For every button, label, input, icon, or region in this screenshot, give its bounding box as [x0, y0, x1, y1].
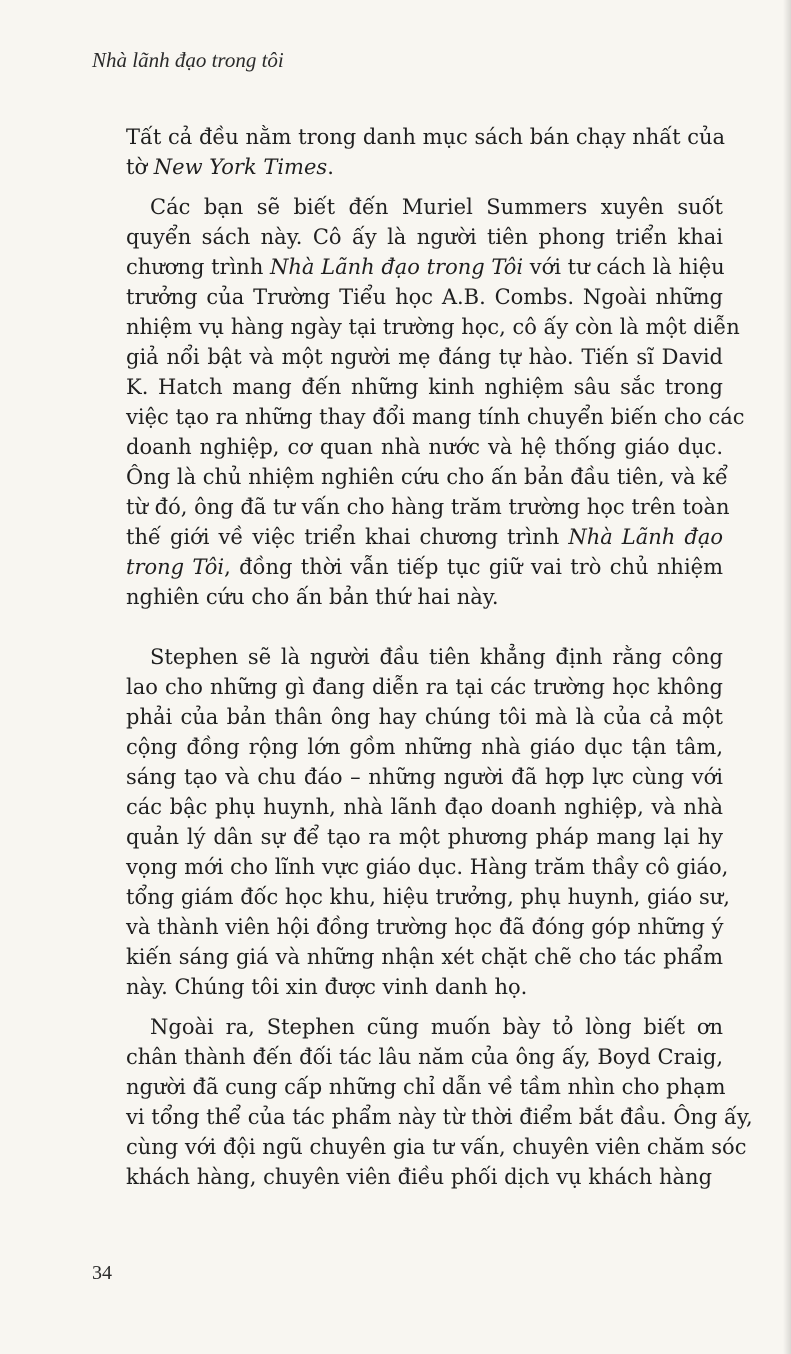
text-line — [126, 342, 723, 372]
page-number: 34 — [92, 1262, 112, 1284]
text-segment: Nhà Lãnh đạo trong Tôi — [270, 255, 524, 279]
text-segment: vọng mới cho lĩnh vực giáo dục. Hàng trăm thầy cô giáo, — [126, 855, 729, 879]
text-segment: giả nổi bật và một người mẹ đáng tự hào. Tiến sĩ David — [126, 345, 723, 369]
text-line — [126, 852, 729, 882]
text-line — [126, 702, 723, 732]
text-line — [126, 1162, 723, 1192]
text-line — [126, 492, 730, 522]
text-line — [126, 552, 723, 582]
text-line — [126, 432, 723, 462]
page-edge-shadow — [783, 0, 791, 1354]
text-line — [126, 122, 726, 152]
text-line — [126, 1102, 753, 1132]
text-line — [126, 972, 723, 1002]
text-segment: Ông là chủ nhiệm nghiên cứu cho ấn bản đầu tiên, và kể — [126, 465, 728, 489]
text-line — [126, 822, 723, 852]
text-segment: người đã cung cấp những chỉ dẫn về tầm nhìn cho phạm — [126, 1075, 726, 1099]
text-segment: chương trình — [126, 255, 271, 279]
text-segment: tổng giám đốc học khu, hiệu trưởng, phụ huynh, giáo sư, — [126, 885, 730, 909]
text-line — [126, 942, 723, 972]
text-line — [126, 762, 723, 792]
text-segment: chân thành đến đối tác lâu năm của ông ấy, Boyd Craig, — [126, 1045, 723, 1069]
text-line — [126, 672, 723, 702]
text-line — [126, 152, 723, 182]
text-line — [126, 522, 723, 552]
text-line — [126, 372, 723, 402]
text-segment: vi tổng thể của tác phẩm này từ thời điểm bắt đầu. Ông ấy, — [126, 1105, 753, 1129]
text-line — [126, 1042, 723, 1072]
text-segment: New York Times — [153, 155, 328, 179]
text-segment: tờ — [126, 155, 154, 179]
text-segment: với tư cách là hiệu — [523, 255, 725, 279]
text-segment: lao cho những gì đang diễn ra tại các trường học không — [126, 675, 723, 699]
text-line — [150, 192, 723, 222]
text-segment: Các bạn sẽ biết đến Muriel Summers xuyên suốt — [150, 195, 723, 219]
text-line — [126, 882, 730, 912]
text-line — [126, 222, 723, 252]
text-segment: cộng đồng rộng lớn gồm những nhà giáo dục tận tâm, — [126, 735, 723, 759]
text-segment: trong Tôi — [126, 555, 225, 579]
text-line — [126, 582, 723, 612]
text-segment: Ngoài ra, Stephen cũng muốn bày tỏ lòng biết ơn — [150, 1015, 723, 1039]
text-line — [126, 462, 728, 492]
text-segment: Stephen sẽ là người đầu tiên khẳng định rằng công — [150, 645, 723, 669]
text-segment: việc tạo ra những thay đổi mang tính chuyển biến cho các — [126, 405, 745, 429]
text-line — [126, 252, 723, 282]
text-segment: K. Hatch mang đến những kinh nghiệm sâu sắc trong — [126, 375, 723, 399]
text-segment: khách hàng, chuyên viên điều phối dịch vụ khách hàng — [126, 1165, 713, 1189]
text-segment: thế giới về việc triển khai chương trình — [126, 525, 569, 549]
text-segment: nhiệm vụ hàng ngày tại trường học, cô ấy còn là một diễn — [126, 315, 740, 339]
text-segment: sáng tạo và chu đáo – những người đã hợp lực cùng với — [126, 765, 723, 789]
text-segment: từ đó, ông đã tư vấn cho hàng trăm trường học trên toàn — [126, 495, 730, 519]
text-segment: . — [327, 155, 334, 179]
text-line — [126, 1132, 747, 1162]
text-line — [126, 312, 740, 342]
text-segment: quản lý dân sự để tạo ra một phương pháp mang lại hy — [126, 825, 723, 849]
text-segment: doanh nghiệp, cơ quan nhà nước và hệ thống giáo dục. — [126, 435, 723, 459]
text-line — [150, 642, 723, 672]
text-segment: phải của bản thân ông hay chúng tôi mà là của cả một — [126, 705, 723, 729]
text-segment: các bậc phụ huynh, nhà lãnh đạo doanh nghiệp, và nhà — [126, 795, 723, 819]
text-segment: kiến sáng giá và những nhận xét chặt chẽ cho tác phẩm — [126, 945, 723, 969]
text-line — [126, 792, 723, 822]
text-segment: Tất cả đều nằm trong danh mục sách bán chạy nhất của — [126, 125, 726, 149]
running-header: Nhà lãnh đạo trong tôi — [92, 48, 284, 72]
text-segment: cùng với đội ngũ chuyên gia tư vấn, chuyên viên chăm sóc — [126, 1135, 747, 1159]
text-segment: này. Chúng tôi xin được vinh danh họ. — [126, 975, 528, 999]
text-line — [126, 912, 723, 942]
text-segment: Nhà Lãnh đạo — [568, 525, 723, 549]
text-line — [126, 732, 723, 762]
text-segment: và thành viên hội đồng trường học đã đóng góp những ý — [126, 915, 724, 939]
text-segment: nghiên cứu cho ấn bản thứ hai này. — [126, 585, 499, 609]
text-segment: quyển sách này. Cô ấy là người tiên phong triển khai — [126, 225, 723, 249]
text-line — [126, 402, 745, 432]
text-segment: trưởng của Trường Tiểu học A.B. Combs. Ngoài những — [126, 285, 723, 309]
text-line — [150, 1012, 723, 1042]
text-segment: , đồng thời vẫn tiếp tục giữ vai trò chủ nhiệm — [224, 555, 723, 579]
text-line — [126, 1072, 726, 1102]
text-line — [126, 282, 723, 312]
